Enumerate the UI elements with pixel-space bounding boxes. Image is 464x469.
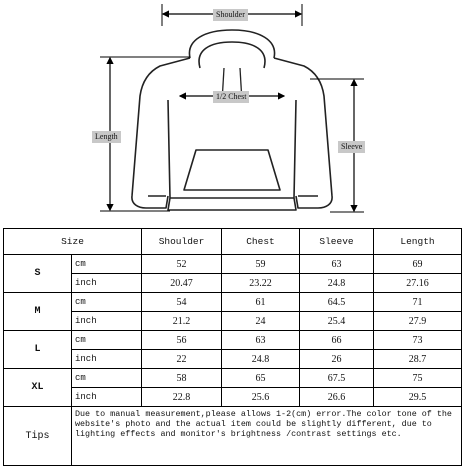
size-name: XL [4, 369, 72, 407]
length-label: Length [92, 131, 121, 143]
size-chart-table [3, 228, 462, 466]
size-name: L [4, 331, 72, 369]
unit-label: cm [72, 369, 142, 388]
measurement-cell: 65 [222, 369, 300, 388]
measurement-cell: 28.7 [374, 350, 462, 369]
table-row [4, 312, 462, 331]
measurement-cell: 22 [142, 350, 222, 369]
measurement-cell: 26.6 [300, 388, 374, 407]
shoulder-label: Shoulder [213, 9, 248, 21]
header-size: Size [4, 229, 142, 255]
table-row [4, 388, 462, 407]
measurement-cell: 23.22 [222, 274, 300, 293]
measurement-cell: 25.6 [222, 388, 300, 407]
header-length: Length [374, 229, 462, 255]
unit-label: inch [72, 274, 142, 293]
hoodie-diagram [0, 0, 464, 225]
measurement-cell: 26 [300, 350, 374, 369]
table-row [4, 293, 462, 312]
measurement-cell: 63 [300, 255, 374, 274]
chest-label: 1/2 Chest [213, 91, 249, 103]
tips-text: Due to manual measurement,please allows 1-2(cm) error.The color tone of the website's photo and the actual item could be slightly different, due to lighting effects and monitor's brightness /contrast settings etc. [72, 407, 462, 466]
measurement-cell: 21.2 [142, 312, 222, 331]
measurement-cell: 69 [374, 255, 462, 274]
measurement-cell: 61 [222, 293, 300, 312]
measurement-cell: 73 [374, 331, 462, 350]
measurement-cell: 56 [142, 331, 222, 350]
unit-label: cm [72, 255, 142, 274]
unit-label: cm [72, 331, 142, 350]
measurement-cell: 22.8 [142, 388, 222, 407]
table-row [4, 331, 462, 350]
table-header-row [4, 229, 462, 255]
unit-label: cm [72, 293, 142, 312]
measurement-cell: 75 [374, 369, 462, 388]
measurement-cell: 52 [142, 255, 222, 274]
header-shoulder: Shoulder [142, 229, 222, 255]
table-row [4, 369, 462, 388]
sleeve-label: Sleeve [338, 141, 365, 153]
measurement-cell: 24.8 [300, 274, 374, 293]
measurement-cell: 24.8 [222, 350, 300, 369]
header-chest: Chest [222, 229, 300, 255]
size-name: S [4, 255, 72, 293]
measurement-cell: 54 [142, 293, 222, 312]
measurement-cell: 67.5 [300, 369, 374, 388]
measurement-cell: 20.47 [142, 274, 222, 293]
measurement-cell: 63 [222, 331, 300, 350]
size-name: M [4, 293, 72, 331]
unit-label: inch [72, 388, 142, 407]
table-row [4, 350, 462, 369]
table-row [4, 255, 462, 274]
measurement-cell: 27.16 [374, 274, 462, 293]
measurement-cell: 24 [222, 312, 300, 331]
measurement-cell: 25.4 [300, 312, 374, 331]
tips-label: Tips [4, 407, 72, 466]
unit-label: inch [72, 350, 142, 369]
measurement-cell: 59 [222, 255, 300, 274]
header-sleeve: Sleeve [300, 229, 374, 255]
measurement-cell: 29.5 [374, 388, 462, 407]
measurement-cell: 64.5 [300, 293, 374, 312]
measurement-cell: 27.9 [374, 312, 462, 331]
tips-row [4, 407, 462, 466]
table-row [4, 274, 462, 293]
unit-label: inch [72, 312, 142, 331]
measurement-cell: 71 [374, 293, 462, 312]
measurement-cell: 58 [142, 369, 222, 388]
measurement-cell: 66 [300, 331, 374, 350]
